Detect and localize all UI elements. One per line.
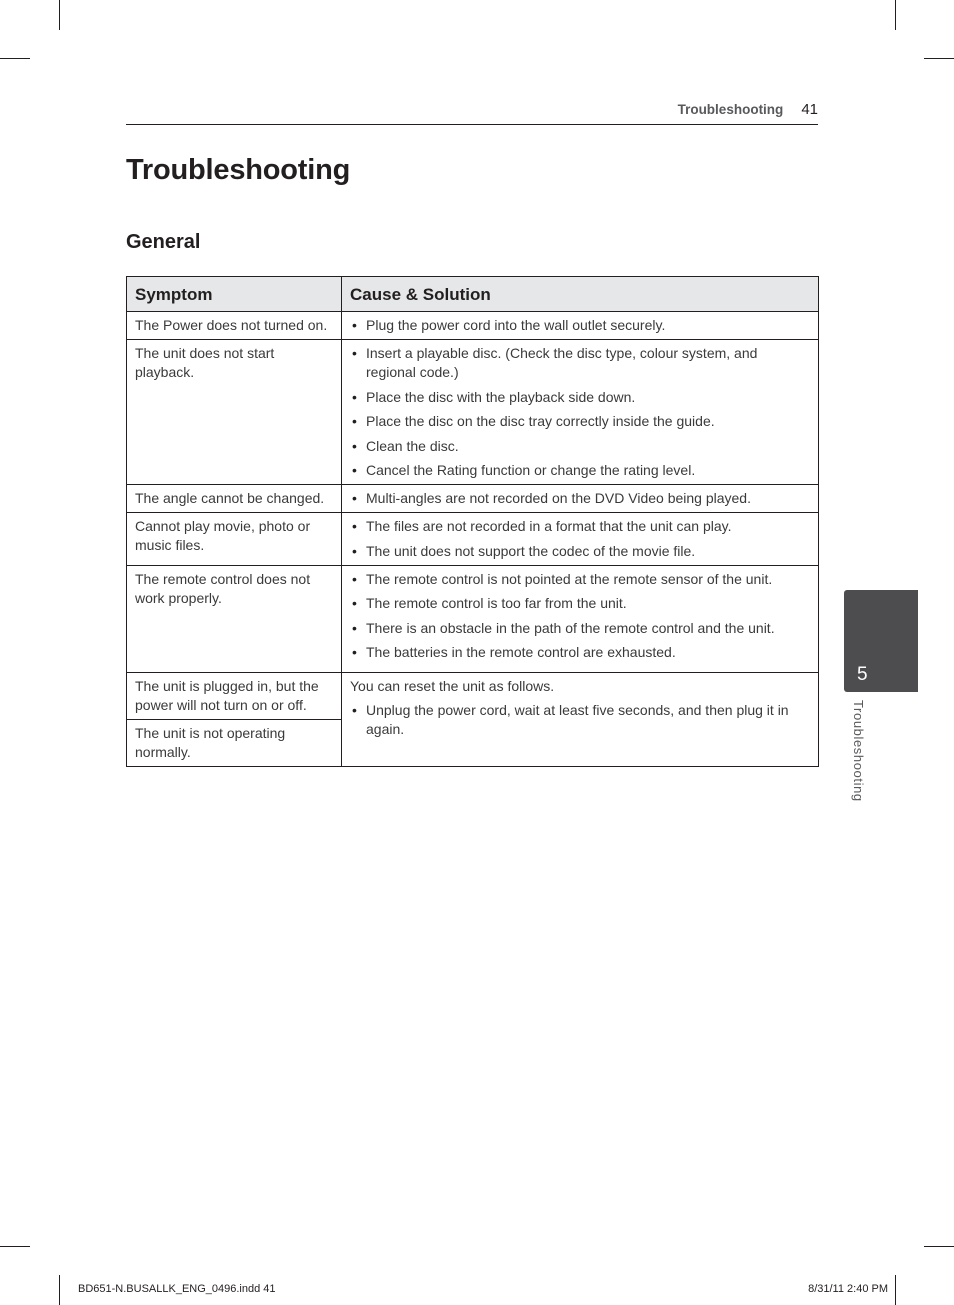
page-title: Troubleshooting [126,154,351,186]
list-item: • Place the disc with the playback side down. [350,388,810,407]
column-header-symptom: Symptom [127,277,342,312]
print-slug-file: BD651-N.BUSALLK_ENG_0496.indd 41 [78,1283,276,1295]
symptom-cell: The remote control does not work properly. [127,565,342,672]
chapter-tab [844,590,918,692]
cause-cell [342,485,819,513]
header-rule [126,124,818,125]
table-row [127,340,819,485]
list-item: • Unplug the power cord, wait at least five seconds, and then plug it in again. [350,701,810,739]
troubleshooting-table [126,276,819,767]
list-item: • The remote control is too far from the unit. [350,594,810,613]
table-row [127,565,819,672]
list-item: • There is an obstacle in the path of the remote control and the unit. [350,619,810,638]
symptom-cell: The angle cannot be changed. [127,485,342,513]
list-item: • The unit does not support the codec of the movie file. [350,542,810,561]
list-item: • Multi-angles are not recorded on the DVD Video being played. [350,489,810,508]
cause-cell [342,312,819,340]
symptom-cell: The Power does not turned on. [127,312,342,340]
running-header [678,101,818,118]
table-row [127,672,819,719]
page-number: 41 [801,101,818,118]
symptom-cell: The unit does not start playback. [127,340,342,485]
table-row [127,513,819,566]
crop-mark [895,0,896,30]
list-item: • Place the disc on the disc tray correctly inside the guide. [350,412,810,431]
crop-mark [59,0,60,30]
list-item: • Plug the power cord into the wall outlet securely. [350,316,810,335]
symptom-cell: The unit is not operating normally. [127,719,342,766]
list-item: • The files are not recorded in a format that the unit can play. [350,517,810,536]
crop-mark [0,1246,30,1247]
list-item: • The batteries in the remote control are exhausted. [350,643,810,662]
crop-mark [59,1275,60,1305]
list-item: • The remote control is not pointed at the remote sensor of the unit. [350,570,810,589]
table-row [127,485,819,513]
crop-mark [924,58,954,59]
chapter-number: 5 [857,664,868,685]
cause-cell [342,565,819,672]
list-item: • Clean the disc. [350,437,810,456]
cause-cell [342,513,819,566]
crop-mark [895,1275,896,1305]
cause-cell [342,672,819,766]
print-slug-timestamp: 8/31/11 2:40 PM [808,1283,888,1295]
chapter-side-label: Troubleshooting [851,700,866,802]
running-header-title: Troubleshooting [677,102,784,117]
reset-intro: You can reset the unit as follows. [350,677,555,694]
symptom-cell: Cannot play movie, photo or music files. [127,513,342,566]
table-header-row [127,277,819,312]
column-header-cause: Cause & Solution [342,277,819,312]
section-title: General [126,231,201,253]
cause-cell [342,340,819,485]
list-item: • Cancel the Rating function or change the rating level. [350,461,810,480]
table-row [127,312,819,340]
list-item: • Insert a playable disc. (Check the disc type, colour system, and regional code.) [350,344,810,382]
symptom-cell: The unit is plugged in, but the power will not turn on or off. [127,672,342,719]
crop-mark [0,58,30,59]
crop-mark [924,1246,954,1247]
